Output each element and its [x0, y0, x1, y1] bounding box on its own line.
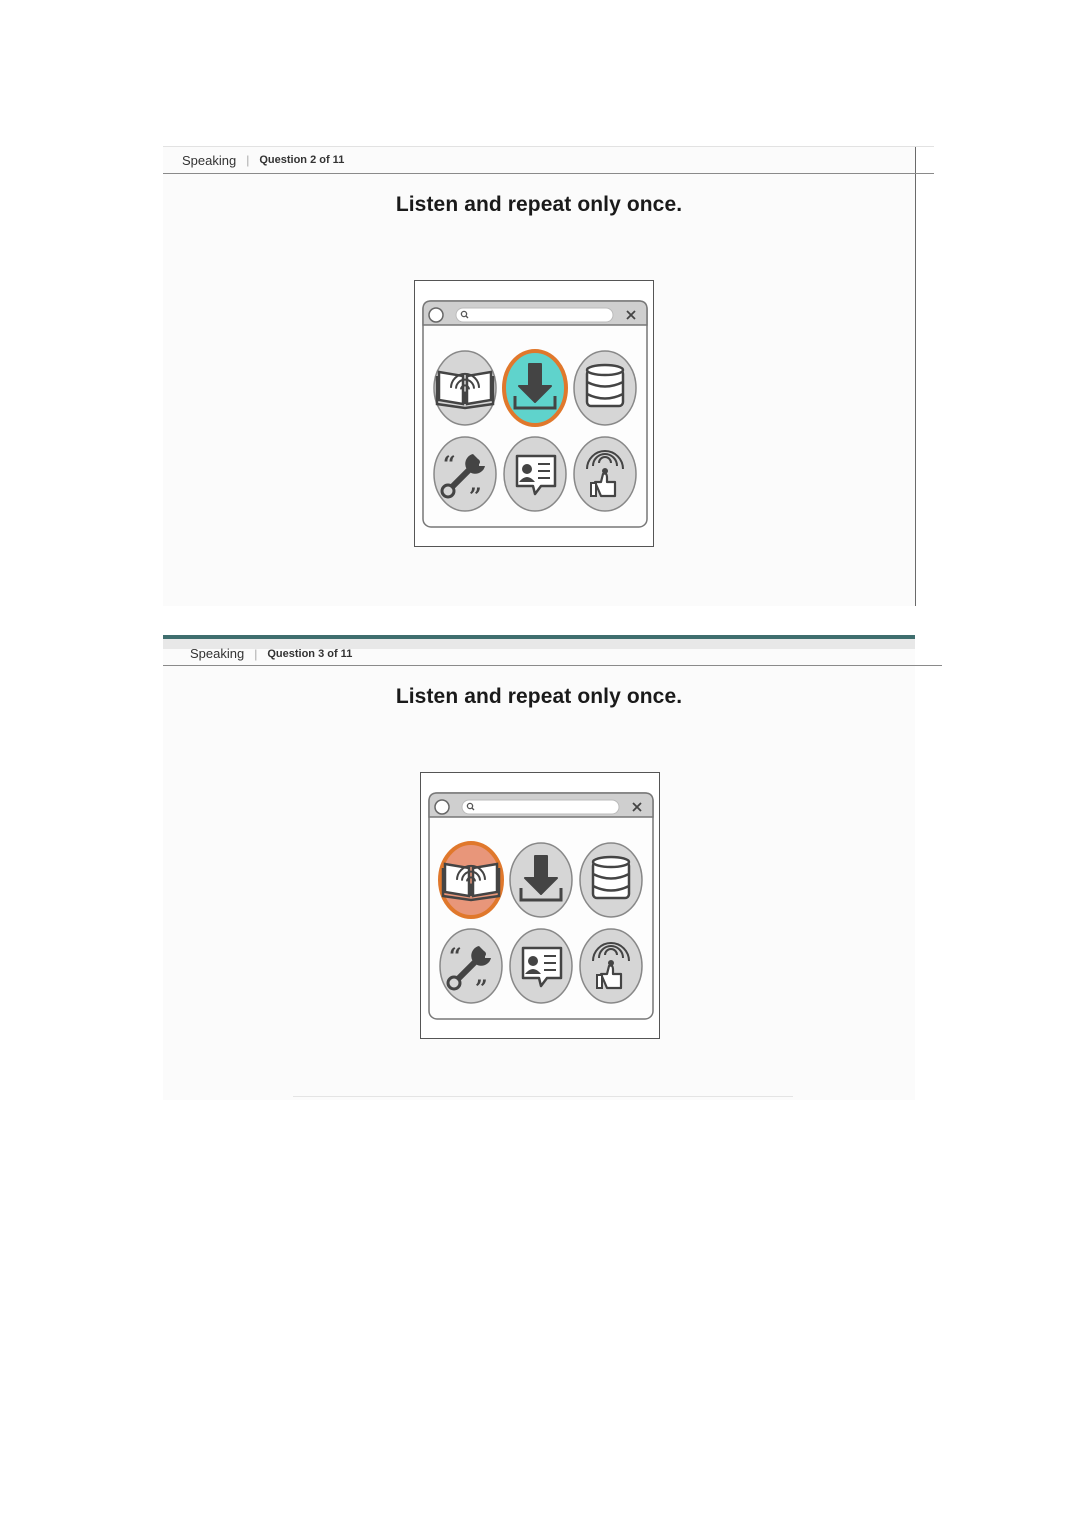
quote-wrench-icon[interactable] [440, 929, 502, 1003]
section-name: Speaking [182, 152, 237, 168]
svg-text:”: ” [469, 484, 482, 510]
svg-text:“: “ [449, 944, 462, 970]
header-separator: | [254, 646, 258, 661]
search-bar [462, 800, 619, 814]
quote-wrench-icon[interactable] [434, 437, 496, 511]
instruction-text: Listen and repeat only once. [395, 193, 683, 216]
screenshot-question-2 [163, 146, 916, 606]
window-control-icon [435, 800, 449, 814]
wifi-thumbs-up-icon[interactable] [574, 437, 636, 511]
question-counter: Question 2 of 11 [259, 154, 345, 166]
section-name: Speaking [190, 646, 245, 661]
database-icon[interactable] [580, 843, 642, 917]
browser-illustration [414, 280, 654, 547]
profile-chat-icon[interactable] [510, 929, 572, 1003]
wifi-thumbs-up-icon[interactable] [580, 929, 642, 1003]
question-counter: Question 3 of 11 [267, 647, 353, 660]
wifi-book-icon[interactable] [434, 351, 496, 425]
svg-text:“: “ [443, 452, 456, 478]
search-bar [456, 308, 613, 322]
browser-window-drawing [415, 281, 655, 548]
window-control-icon [429, 308, 443, 322]
profile-chat-icon[interactable] [504, 437, 566, 511]
svg-text:”: ” [475, 976, 488, 1002]
divider [293, 1096, 793, 1097]
browser-illustration [420, 772, 660, 1039]
download-icon[interactable] [510, 843, 572, 917]
test-header [163, 642, 942, 666]
test-header [163, 146, 934, 174]
download-icon[interactable] [504, 351, 566, 425]
header-separator: | [246, 153, 250, 167]
browser-window-drawing [421, 773, 661, 1040]
screenshot-question-3 [163, 635, 915, 1100]
instruction-text: Listen and repeat only once. [395, 685, 683, 708]
database-icon[interactable] [574, 351, 636, 425]
wifi-book-icon[interactable] [440, 843, 502, 917]
